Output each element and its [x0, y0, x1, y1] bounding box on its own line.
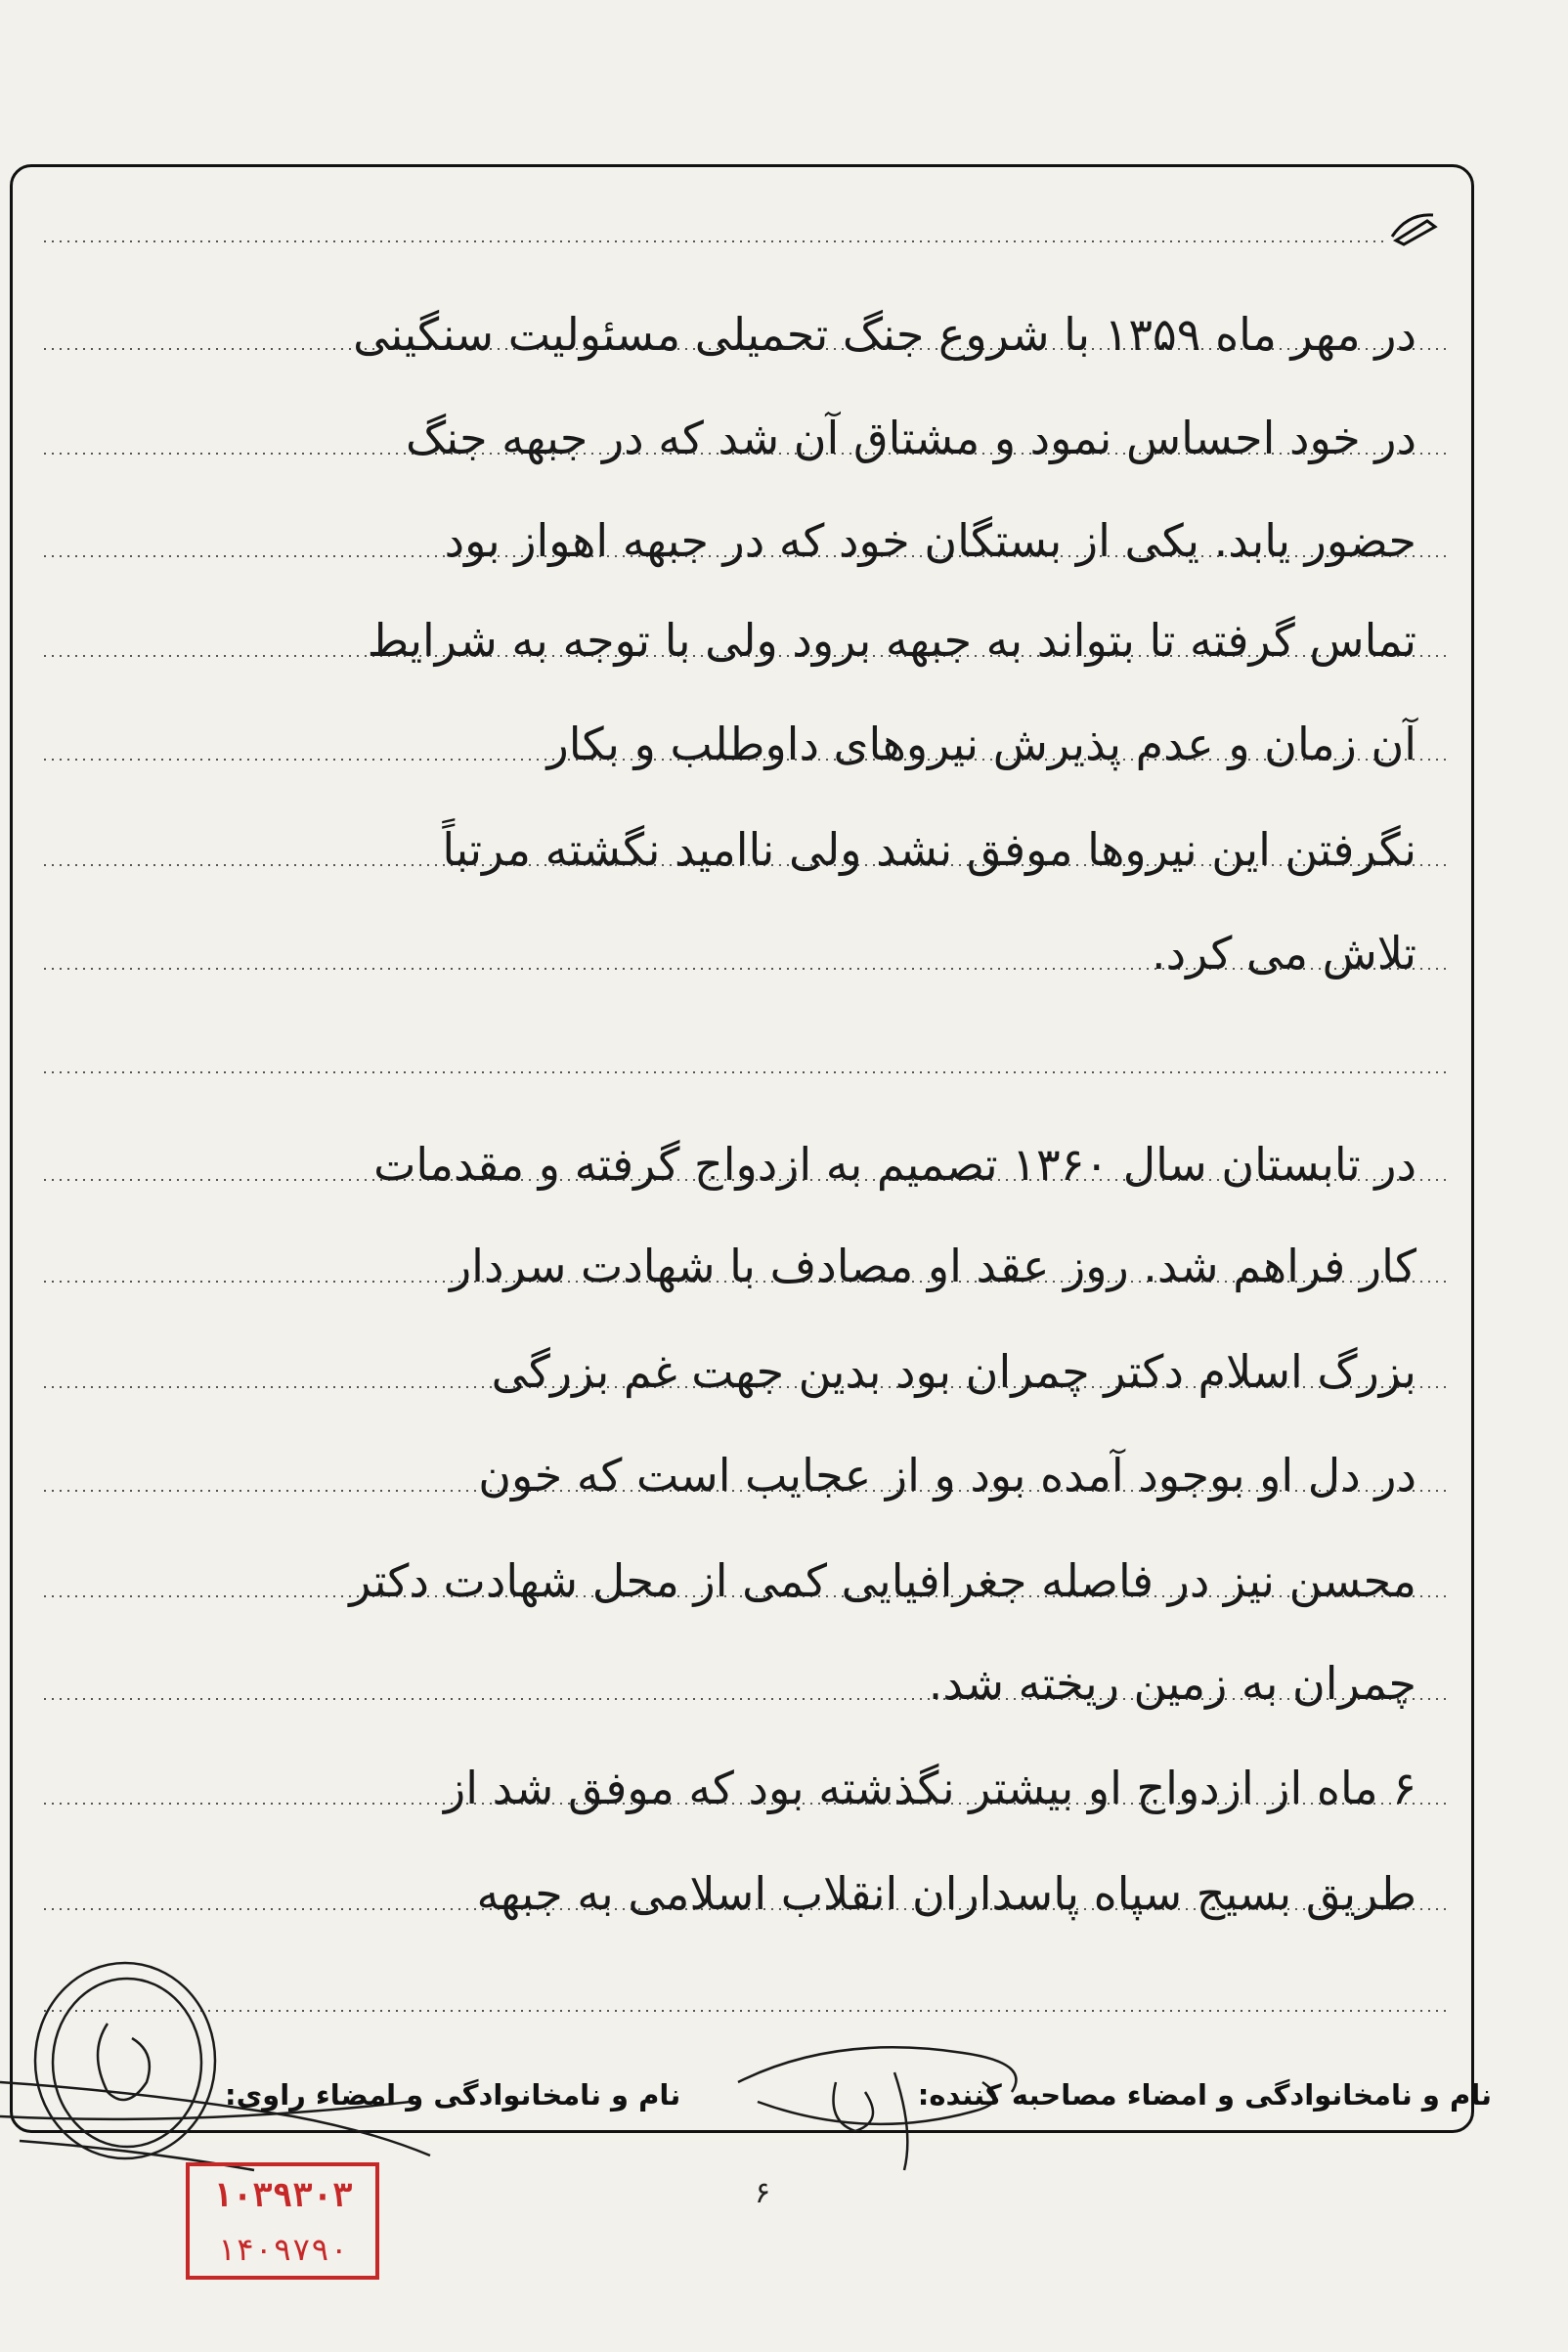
text-line: محسن نیز در فاصله جغرافیایی کمی از محل شهادت دکتر: [349, 1554, 1416, 1607]
text-line: چمران به زمین ریخته شد.: [928, 1657, 1416, 1710]
text-line: تماس گرفته تا بتواند به جبهه برود ولی با توجه به شرایط: [367, 614, 1416, 667]
handwritten-seal: [0, 1945, 450, 2190]
text-line: در تابستان سال ۱۳۶۰ تصمیم به ازدواج گرفته و مقدمات: [373, 1138, 1416, 1191]
text-line: طریق بسیج سپاه پاسداران انقلاب اسلامی به جبهه: [476, 1867, 1416, 1920]
text-line: نگرفتن این نیروها موفق نشد ولی ناامید نگشته مرتباً: [442, 823, 1416, 876]
archive-stamp: [186, 2162, 379, 2280]
stamp-number: ۱۰۳۹۳۰۳: [212, 2176, 353, 2215]
text-line: آن زمان و عدم پذیرش نیروهای داوطلب و بکار: [546, 718, 1416, 770]
text-line: کار فراهم شد. روز عقد او مصادف با شهادت سردار: [449, 1240, 1416, 1292]
text-line: بزرگ اسلام دکتر چمران بود بدین جهت غم بزرگی: [491, 1345, 1416, 1398]
text-line: در مهر ماه ۱۳۵۹ با شروع جنگ تحمیلی مسئولیت سنگینی: [353, 308, 1416, 361]
text-line: در خود احساس نمود و مشتاق آن شد که در جبهه جنگ: [406, 412, 1416, 464]
text-line: در دل او بوجود آمده بود و از عجایب است که خون: [478, 1449, 1416, 1502]
narrator-label: نام و نامخانوادگی و امضاء راوی:: [225, 2078, 681, 2112]
text-line: تلاش می کرد.: [1151, 927, 1416, 980]
page-number: ۶: [754, 2176, 771, 2210]
stamp-code: ۱۴۰۹۷۹۰: [216, 2231, 349, 2268]
text-line: حضور یابد. یکی از بستگان خود که در جبهه اهواز بود: [444, 514, 1416, 567]
pen-icon: [1388, 207, 1441, 246]
interviewer-label: نام و نامخانوادگی و امضاء مصاحبه کننده:: [917, 2078, 1492, 2112]
text-line: ۶ ماه از ازدواج او بیشتر نگذشته بود که موفق شد از: [444, 1762, 1416, 1814]
